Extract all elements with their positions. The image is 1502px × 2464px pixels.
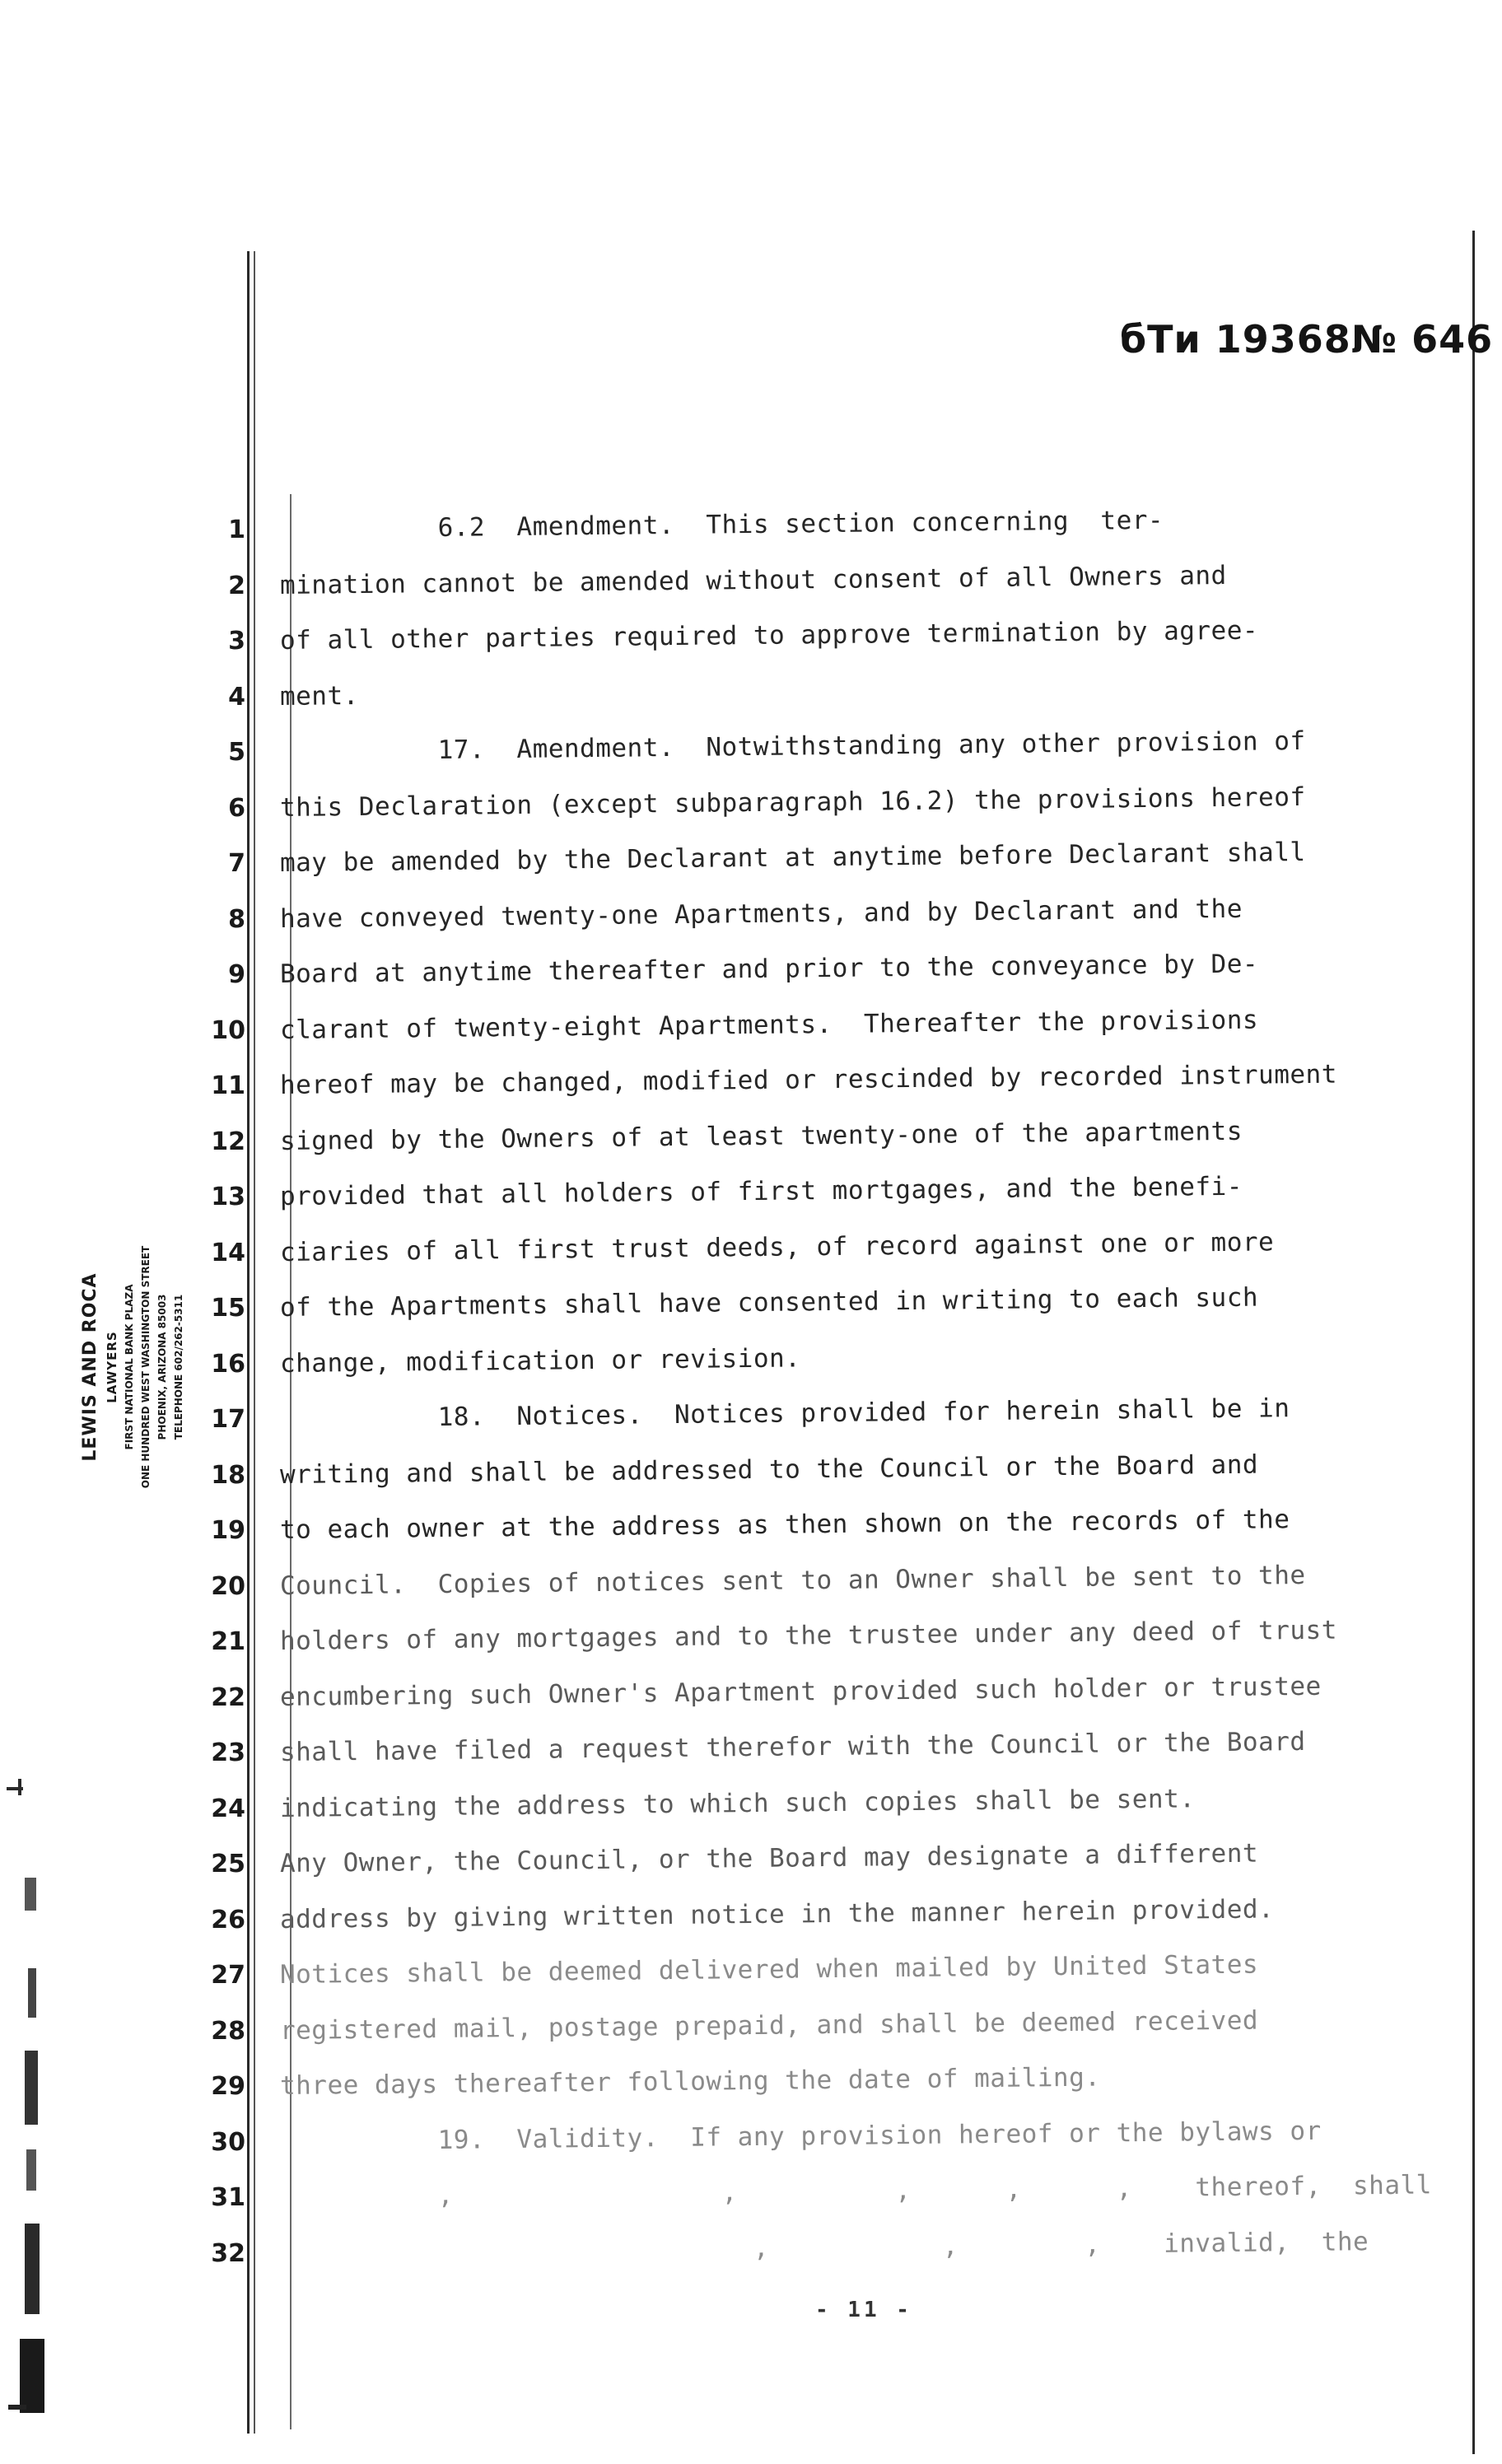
line-number: 19 [211,1516,245,1545]
recording-stamp: бТи 19368№ 646 [1120,317,1494,362]
text-line: holders of any mortgages and to the trustee under any deed of trust [279,1615,1338,1656]
text-line: indicating the address to which such copies shall be sent. [279,1783,1196,1823]
line-number: 9 [228,960,245,989]
text-line: , , , , , thereof, shall [279,2170,1433,2212]
firm-address-line1: FIRST NATIONAL BANK PLAZA [124,1284,135,1450]
line-number: 15 [211,1294,245,1323]
line-number: 32 [211,2238,245,2268]
text-line: have conveyed twenty-one Apartments, and by Declarant and the [279,894,1243,934]
line-number: 8 [228,904,245,934]
page-number: - 11 - [815,2298,912,2322]
text-line: , , , invalid, the [279,2226,1369,2268]
line-number: 12 [211,1127,245,1156]
text-line: change, modification or revision. [279,1342,801,1379]
line-number: 26 [211,1905,245,1934]
line-number: 25 [211,1850,245,1878]
text-line: provided that all holders of first mortgages, and the benefi- [279,1171,1243,1211]
text-line: may be amended by the Declarant at anytime before Declarant shall [279,837,1306,878]
line-number: 30 [211,2127,245,2157]
firm-name: LEWIS AND ROCA [80,1272,100,1462]
line-number: 7 [228,849,245,878]
text-line: hereof may be changed, modified or rescinded by recorded instrument [279,1059,1338,1100]
text-line: 17. Amendment. Notwithstanding any other provision of [279,726,1306,767]
line-number: 13 [211,1183,245,1211]
text-line: Any Owner, the Council, or the Board may designate a different [279,1838,1259,1878]
law-firm-block [78,1219,210,1515]
text-line: 19. Validity. If any provision hereof or the bylaws or [279,2116,1322,2157]
scan-edge-marks [0,1779,66,2429]
line-number: 28 [211,2016,245,2046]
line-number: 1 [228,516,245,544]
firm-title: LAWYERS [105,1331,119,1403]
line-number: 21 [211,1627,245,1656]
text-line: of the Apartments shall have consented in writing to each such [279,1282,1259,1323]
line-number: 29 [211,2072,245,2101]
line-number: 5 [228,738,245,767]
firm-telephone: TELEPHONE 602/262-5311 [173,1294,184,1440]
line-number: 23 [211,1738,245,1767]
text-line: encumbering such Owner's Apartment provided such holder or trustee [279,1671,1322,1712]
text-line: address by giving written notice in the manner herein provided. [279,1893,1275,1934]
line-number: 11 [211,1071,245,1100]
line-number: 20 [211,1571,245,1601]
text-line: three days thereafter following the date of mailing. [279,2062,1101,2101]
right-margin-rule [1472,231,1475,2454]
text-line: 6.2 Amendment. This section concerning ter- [279,505,1164,544]
text-line: Council. Copies of notices sent to an Owner shall be sent to the [279,1560,1306,1601]
left-margin-rule-secondary [254,251,255,2434]
line-number: 31 [211,2183,245,2212]
text-line: to each owner at the address as then shown on the records of the [279,1505,1290,1545]
line-number: 14 [211,1238,245,1267]
document-body [280,502,1466,2281]
text-line: Board at anytime thereafter and prior to the conveyance by De- [279,949,1259,989]
text-line: shall have filed a request therefor with the Council or the Board [279,1726,1306,1767]
line-number: 16 [211,1349,245,1379]
line-number: 3 [228,627,245,656]
text-line: of all other parties required to approve termination by agree- [279,615,1259,656]
text-line: clarant of twenty-eight Apartments. Thereafter the provisions [279,1005,1259,1045]
line-number: 2 [228,571,245,600]
firm-address-line2: ONE HUNDRED WEST WASHINGTON STREET [140,1245,152,1489]
left-margin-rule [247,251,250,2434]
line-number: 4 [228,682,245,712]
line-number: 10 [211,1015,245,1045]
line-number: 24 [211,1794,245,1823]
line-number-column [206,502,245,2281]
text-line: this Declaration (except subparagraph 16.2) the provisions hereof [279,782,1306,823]
text-line: signed by the Owners of at least twenty-one of the apartments [279,1116,1243,1156]
text-line: writing and shall be addressed to the Council or the Board and [279,1449,1259,1490]
text-line: ment. [279,680,360,712]
line-number: 6 [228,793,245,823]
line-number: 17 [211,1405,245,1434]
text-line: ciaries of all first trust deeds, of record against one or more [279,1226,1275,1267]
line-number: 22 [211,1682,245,1712]
line-number: 27 [211,1961,245,1990]
text-line: mination cannot be amended without consent of all Owners and [279,560,1227,600]
text-line: registered mail, postage prepaid, and shall be deemed received [279,2005,1259,2046]
firm-address-line3: PHOENIX, ARIZONA 85003 [156,1294,168,1440]
line-number: 18 [211,1460,245,1490]
text-line: 18. Notices. Notices provided for herein shall be in [279,1393,1290,1434]
text-line: Notices shall be deemed delivered when mailed by United States [279,1949,1259,1990]
